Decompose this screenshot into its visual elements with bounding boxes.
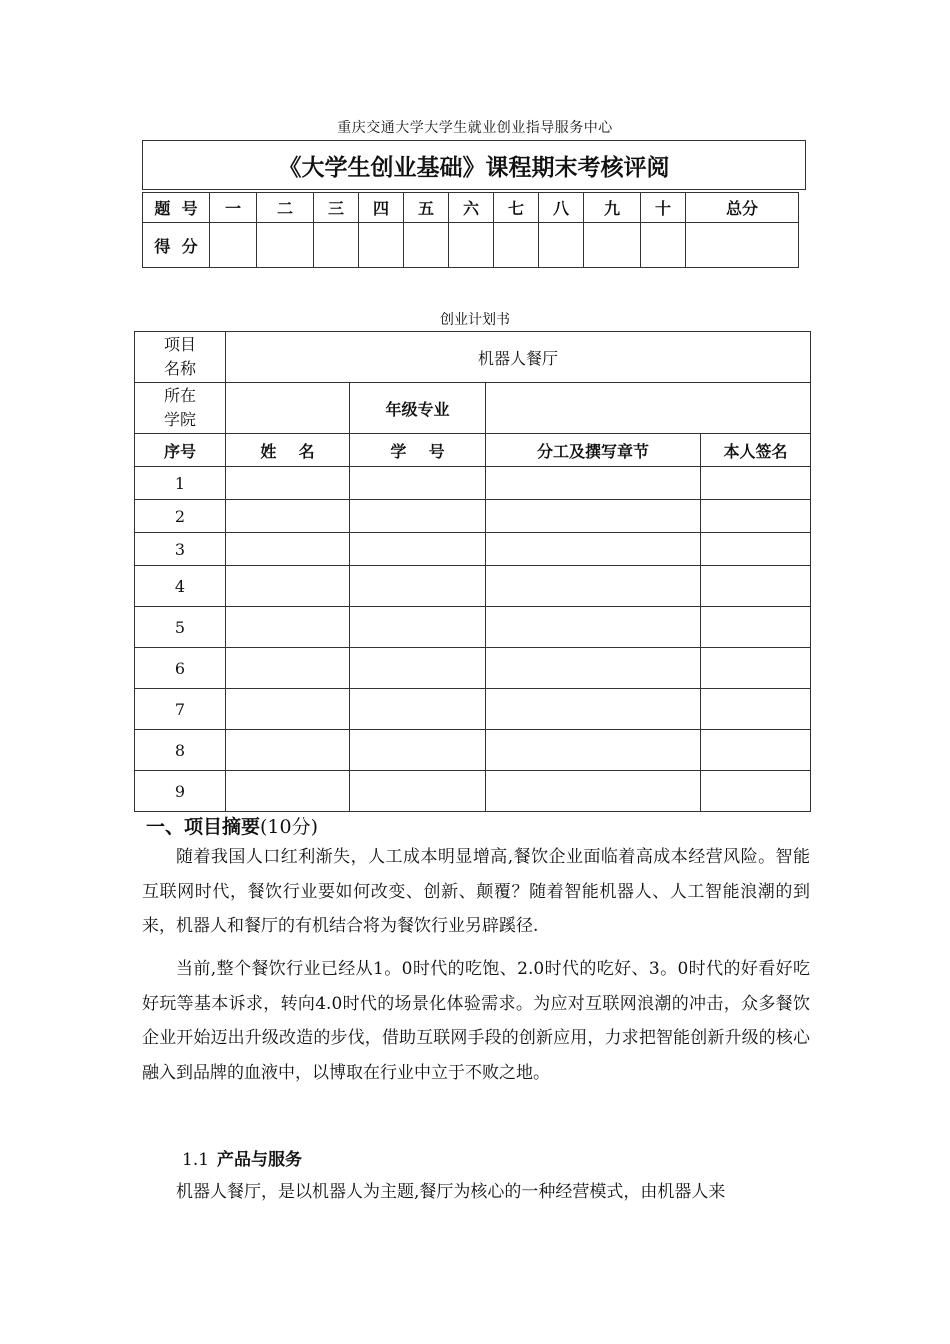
course-title: 《大学生创业基础》课程期末考核评阅 xyxy=(142,140,806,190)
signature-cell[interactable] xyxy=(701,730,811,771)
signature-cell[interactable] xyxy=(701,500,811,533)
member-name-cell[interactable] xyxy=(226,607,350,648)
signature-cell[interactable] xyxy=(701,689,811,730)
summary-paragraph-2: 当前,整个餐饮行业已经从1。0时代的吃饱、2.0时代的吃好、3。0时代的好看好吃好玩等基本诉求，转向4.0时代的场景化体验需求。为应对互联网浪潮的冲击，众多餐饮企业开始迈出升级改造的步伐，借助互联网手段的创新应用，力求把智能创新升级的核心融入到品牌的血液中，以博取在行业中立于不败之地。 xyxy=(142,959,810,1083)
member-name-cell[interactable] xyxy=(226,771,350,812)
grade-major-label: 年级专业 xyxy=(350,383,486,434)
question-col: 二 xyxy=(257,193,314,223)
table-row xyxy=(135,648,811,689)
row-number: 4 xyxy=(135,566,226,607)
question-col: 九 xyxy=(584,193,641,223)
student-id-cell[interactable] xyxy=(350,648,486,689)
table-row xyxy=(135,689,811,730)
student-id-cell[interactable] xyxy=(350,771,486,812)
score-cell[interactable] xyxy=(314,223,359,268)
question-col: 七 xyxy=(494,193,539,223)
grade-major-value[interactable] xyxy=(486,383,811,434)
member-header-row xyxy=(135,434,811,467)
row-number: 1 xyxy=(135,467,226,500)
division-cell[interactable] xyxy=(486,500,701,533)
student-id-header: 学 号 xyxy=(350,434,486,467)
signature-cell[interactable] xyxy=(701,607,811,648)
college-value[interactable] xyxy=(226,383,350,434)
division-cell[interactable] xyxy=(486,566,701,607)
division-cell[interactable] xyxy=(486,467,701,500)
score-cell[interactable] xyxy=(539,223,584,268)
row-number: 6 xyxy=(135,648,226,689)
member-name-cell[interactable] xyxy=(226,648,350,689)
question-col: 八 xyxy=(539,193,584,223)
question-col: 三 xyxy=(314,193,359,223)
division-cell[interactable] xyxy=(486,533,701,566)
table-row xyxy=(135,771,811,812)
member-name-cell[interactable] xyxy=(226,566,350,607)
division-cell[interactable] xyxy=(486,689,701,730)
student-id-cell[interactable] xyxy=(350,566,486,607)
subsection-heading xyxy=(182,1145,302,1170)
student-id-cell[interactable] xyxy=(350,500,486,533)
summary-paragraph-1: 随着我国人口红利渐失，人工成本明显增高,餐饮企业面临着高成本经营风险。智能互联网时代，餐饮行业要如何改变、创新、颠覆？随着智能机器人、人工智能浪潮的到来，机器人和餐厅的有机结合将为餐饮行业另辟蹊径. xyxy=(142,847,810,936)
student-id-cell[interactable] xyxy=(350,730,486,771)
question-number-label: 题 号 xyxy=(143,193,210,223)
signature-header: 本人签名 xyxy=(701,434,811,467)
college-label: 所在 学院 xyxy=(135,383,226,434)
table-row xyxy=(135,607,811,648)
table-row xyxy=(135,533,811,566)
division-cell[interactable] xyxy=(486,607,701,648)
signature-cell[interactable] xyxy=(701,467,811,500)
section-heading-points: (10分) xyxy=(260,816,319,838)
question-col: 六 xyxy=(449,193,494,223)
seq-header: 序号 xyxy=(135,434,226,467)
division-cell[interactable] xyxy=(486,730,701,771)
signature-cell[interactable] xyxy=(701,566,811,607)
row-number: 3 xyxy=(135,533,226,566)
score-cell[interactable] xyxy=(210,223,257,268)
division-header: 分工及撰写章节 xyxy=(486,434,701,467)
plan-table xyxy=(134,331,811,812)
section-heading-text: 一、项目摘要 xyxy=(146,816,261,838)
row-number: 7 xyxy=(135,689,226,730)
score-table xyxy=(142,192,799,268)
score-header-row xyxy=(143,193,799,223)
division-cell[interactable] xyxy=(486,648,701,689)
student-id-cell[interactable] xyxy=(350,607,486,648)
product-paragraph: 机器人餐厅，是以机器人为主题,餐厅为核心的一种经营模式，由机器人来 xyxy=(176,1182,726,1202)
total-score-cell[interactable] xyxy=(686,223,799,268)
signature-cell[interactable] xyxy=(701,771,811,812)
section-heading-summary xyxy=(146,812,318,839)
score-cell[interactable] xyxy=(641,223,686,268)
organization-header: 重庆交通大学大学生就业创业指导服务中心 xyxy=(337,120,613,136)
member-name-cell[interactable] xyxy=(226,500,350,533)
score-cell[interactable] xyxy=(584,223,641,268)
row-number: 9 xyxy=(135,771,226,812)
student-id-cell[interactable] xyxy=(350,533,486,566)
row-number: 5 xyxy=(135,607,226,648)
signature-cell[interactable] xyxy=(701,648,811,689)
score-value-row xyxy=(143,223,799,268)
question-col: 十 xyxy=(641,193,686,223)
table-row xyxy=(135,500,811,533)
project-name-label: 项目 名称 xyxy=(135,332,226,383)
question-col: 四 xyxy=(359,193,404,223)
table-row xyxy=(135,566,811,607)
student-id-cell[interactable] xyxy=(350,689,486,730)
plan-caption: 创业计划书 xyxy=(440,312,510,328)
member-name-cell[interactable] xyxy=(226,730,350,771)
score-label: 得 分 xyxy=(143,223,210,268)
total-score-label: 总分 xyxy=(686,193,799,223)
name-header: 姓 名 xyxy=(226,434,350,467)
member-name-cell[interactable] xyxy=(226,533,350,566)
project-name-row xyxy=(135,332,811,383)
project-name-value[interactable]: 机器人餐厅 xyxy=(226,332,811,383)
question-col: 一 xyxy=(210,193,257,223)
score-cell[interactable] xyxy=(494,223,539,268)
score-cell[interactable] xyxy=(404,223,449,268)
question-col: 五 xyxy=(404,193,449,223)
college-row xyxy=(135,383,811,434)
table-row xyxy=(135,467,811,500)
member-name-cell[interactable] xyxy=(226,467,350,500)
score-cell[interactable] xyxy=(359,223,404,268)
subsection-number: 1.1 xyxy=(182,1150,210,1170)
row-number: 8 xyxy=(135,730,226,771)
student-id-cell[interactable] xyxy=(350,467,486,500)
signature-cell[interactable] xyxy=(701,533,811,566)
row-number: 2 xyxy=(135,500,226,533)
table-row xyxy=(135,730,811,771)
score-cell[interactable] xyxy=(449,223,494,268)
score-cell[interactable] xyxy=(257,223,314,268)
subsection-title: 产品与服务 xyxy=(217,1150,303,1170)
member-name-cell[interactable] xyxy=(226,689,350,730)
division-cell[interactable] xyxy=(486,771,701,812)
